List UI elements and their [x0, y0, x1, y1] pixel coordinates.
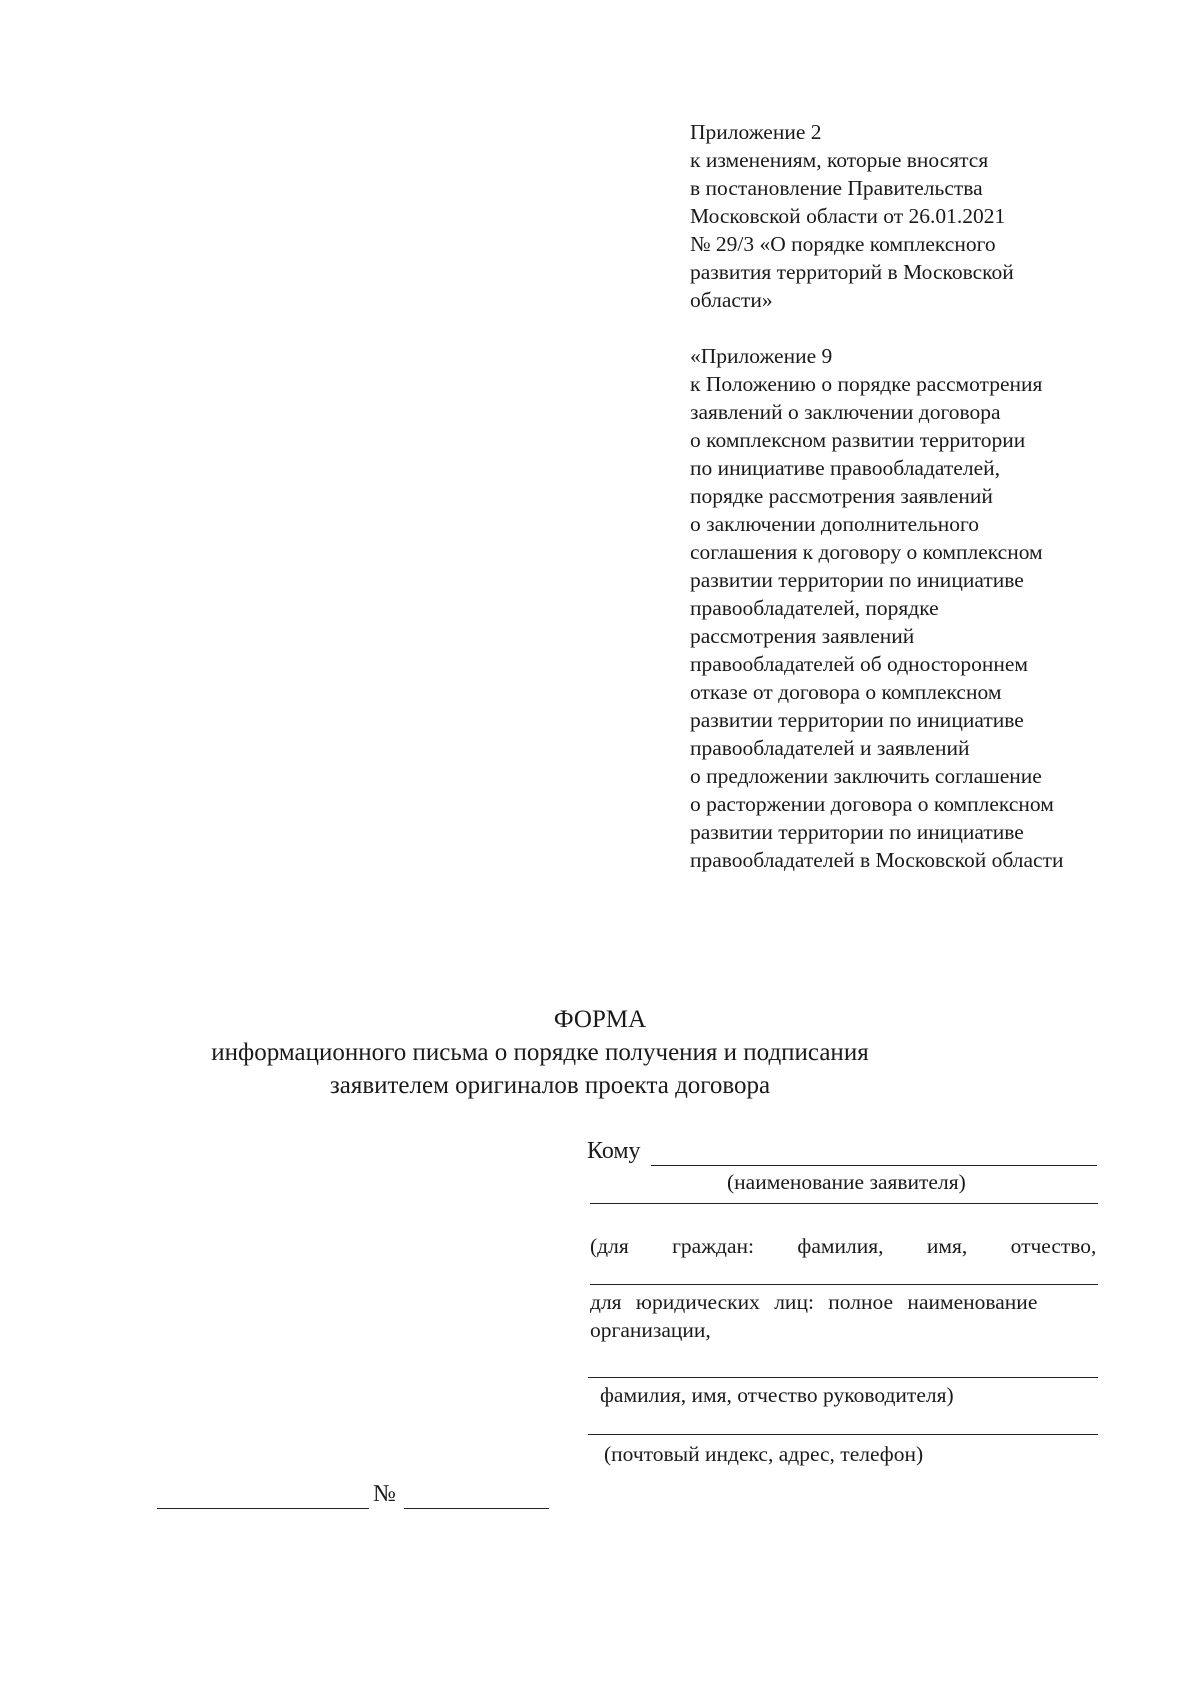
outgoing-date-field[interactable]: [157, 1478, 369, 1509]
applicant-name-caption: (наименование заявителя): [727, 1170, 966, 1194]
appendix-header: [690, 118, 1110, 874]
appendix9-line: соглашения к договору о комплексном: [690, 540, 1043, 564]
form-subtitle-line2: заявителем оригиналов проекта договора: [329, 1072, 771, 1099]
appendix9-line: рассмотрения заявлений: [690, 624, 915, 648]
appendix9-line: о заключении дополнительного: [690, 512, 979, 536]
appendix9-line: правообладателей об одностороннем: [690, 652, 1028, 676]
form-heading: ФОРМА: [553, 1006, 647, 1033]
recipient-to-row: [587, 1126, 1097, 1166]
head-name-caption: фамилия, имя, отчество руководителя): [600, 1383, 954, 1407]
appendix2-line: развития территорий в Московской: [690, 260, 1014, 284]
appendix2-line: области»: [690, 288, 773, 312]
appendix2-line: Приложение 2: [690, 120, 822, 144]
appendix2-line: Московской области от 26.01.2021: [690, 204, 1006, 228]
appendix9-line: о комплексном развитии территории: [690, 428, 1026, 452]
appendix2-line: к изменениям, которые вносятся: [690, 148, 989, 172]
appendix9-line: порядке рассмотрения заявлений: [690, 484, 993, 508]
appendix9-line: заявлений о заключении договора: [690, 400, 1001, 424]
appendix9-line: правообладателей, порядке: [690, 596, 939, 620]
appendix9-line: «Приложение 9: [690, 344, 833, 368]
legal-entity-field[interactable]: [590, 1284, 1098, 1285]
appendix9-line: развитии территории по инициативе: [690, 708, 1024, 732]
form-subtitle-line1: информационного письма о порядке получения и подписания: [211, 1039, 869, 1066]
citizens-caption: [590, 1232, 1098, 1260]
number-sign: №: [373, 1481, 396, 1507]
appendix9-line: о расторжении договора о комплексном: [690, 792, 1054, 816]
head-name-field[interactable]: [588, 1377, 1098, 1378]
legal-entity-caption-line1: для юридических лиц: полное наименование: [590, 1290, 1038, 1314]
appendix9-line: отказе от договора о комплексном: [690, 680, 1002, 704]
outgoing-number-field[interactable]: [404, 1478, 549, 1509]
citizen-name-field[interactable]: [590, 1203, 1098, 1204]
appendix2-line: № 29/3 «О порядке комплексного: [690, 232, 996, 256]
legal-entity-caption-line2: организации,: [590, 1318, 711, 1342]
appendix9-line: по инициативе правообладателей,: [690, 456, 1000, 480]
appendix9-line: к Положению о порядке рассмотрения: [690, 372, 1043, 396]
appendix9-line: правообладателей в Московской области: [690, 848, 1064, 872]
appendix9-line: развитии территории по инициативе: [690, 820, 1024, 844]
spacer: [690, 314, 1110, 342]
citizens-caption-text: (для граждан: фамилия, имя, отчество,: [590, 1234, 1097, 1258]
recipient-name-field[interactable]: [651, 1137, 1097, 1166]
to-label: Кому: [587, 1138, 641, 1164]
postal-address-field[interactable]: [588, 1434, 1098, 1435]
postal-address-caption: (почтовый индекс, адрес, телефон): [604, 1442, 924, 1466]
appendix2-line: в постановление Правительства: [690, 176, 983, 200]
appendix9-line: развитии территории по инициативе: [690, 568, 1024, 592]
outgoing-date-number-row: [157, 1478, 549, 1509]
appendix9-line: правообладателей и заявлений: [690, 736, 970, 760]
appendix9-line: о предложении заключить соглашение: [690, 764, 1042, 788]
